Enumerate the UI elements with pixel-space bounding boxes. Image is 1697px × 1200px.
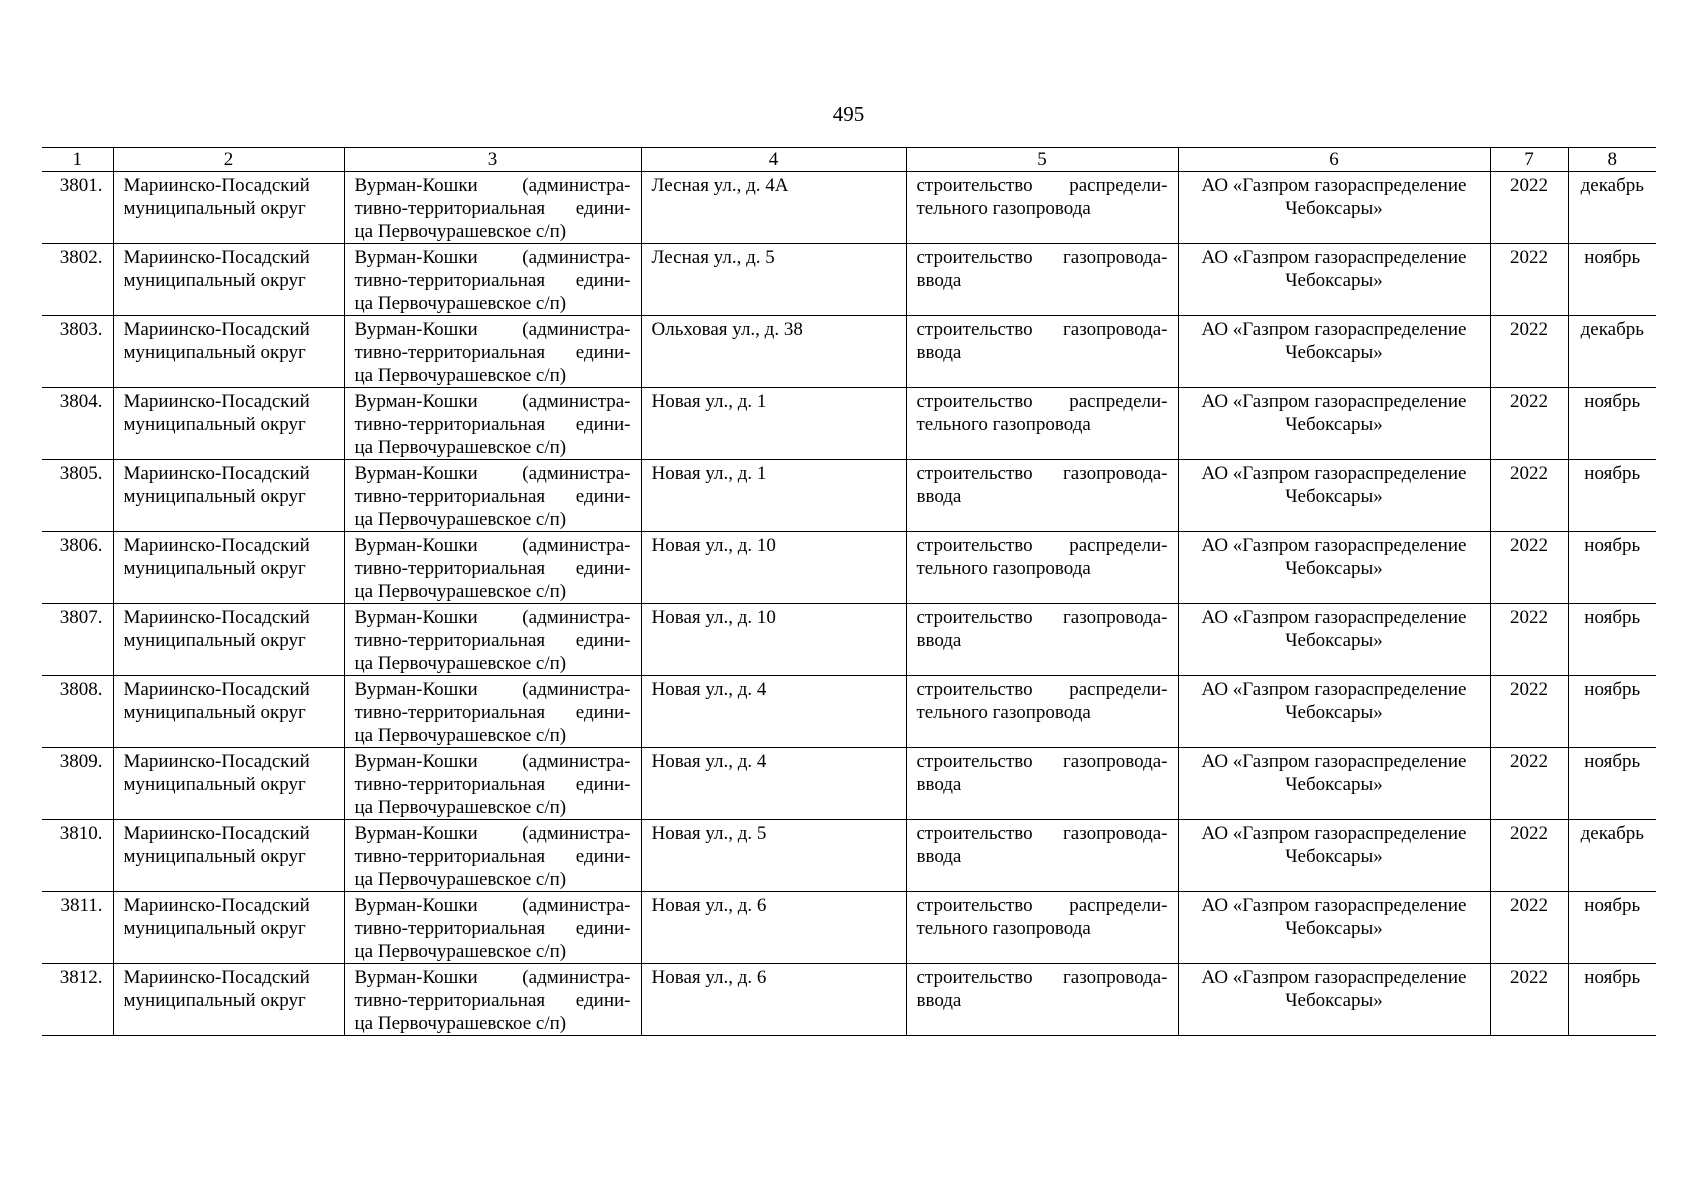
district-cell [113, 532, 344, 604]
address-cell [641, 676, 906, 748]
settlement-line: ца Первочурашевское с/п) [354, 1013, 567, 1034]
month-cell [1568, 460, 1656, 532]
settlement-line: ца Первочурашевское с/п) [354, 581, 567, 602]
address-cell [641, 532, 906, 604]
work-type-line: ввода [916, 270, 962, 291]
district-line: муниципальный округ [123, 270, 306, 291]
table-row [42, 892, 1656, 964]
organization-line: Чебоксары» [1285, 414, 1383, 435]
organization-line: АО «Газпром газораспределение [1201, 247, 1467, 268]
month-cell [1568, 388, 1656, 460]
district-line: Мариинско-Посадский [123, 679, 310, 700]
work-type-line: ввода [916, 774, 962, 795]
address: Лесная ул., д. 5 [651, 247, 775, 268]
district-line: муниципальный округ [123, 630, 306, 651]
page-number: 495 [832, 102, 865, 126]
address: Новая ул., д. 1 [651, 391, 767, 412]
organization-line: Чебоксары» [1285, 342, 1383, 363]
district-line: муниципальный округ [123, 414, 306, 435]
address: Новая ул., д. 6 [651, 967, 767, 988]
year-cell [1490, 172, 1568, 244]
address: Новая ул., д. 4 [651, 679, 767, 700]
work-type-line: строительство газопровода- [916, 607, 1168, 628]
organization-line: АО «Газпром газораспределение [1201, 823, 1467, 844]
year-cell [1490, 388, 1568, 460]
year-cell [1490, 460, 1568, 532]
table-row [42, 820, 1656, 892]
settlement-line: тивно-территориальная едини- [354, 198, 631, 219]
address: Новая ул., д. 1 [651, 463, 767, 484]
table-row [42, 244, 1656, 316]
settlement-line: тивно-территориальная едини- [354, 846, 631, 867]
row-number-cell [42, 172, 113, 244]
organization-line: Чебоксары» [1285, 486, 1383, 507]
district-line: муниципальный округ [123, 846, 306, 867]
settlement-cell [344, 172, 641, 244]
district-line: муниципальный округ [123, 342, 306, 363]
table-row [42, 460, 1656, 532]
row-number: 3810. [59, 823, 103, 844]
month: ноябрь [1584, 391, 1641, 412]
settlement-cell [344, 748, 641, 820]
settlement-line: Вурман-Кошки (администра- [354, 535, 631, 556]
organization-line: Чебоксары» [1285, 198, 1383, 219]
row-number-cell [42, 892, 113, 964]
settlement-line: Вурман-Кошки (администра- [354, 823, 631, 844]
month: декабрь [1580, 319, 1644, 340]
organization-line: АО «Газпром газораспределение [1201, 679, 1467, 700]
organization-line: АО «Газпром газораспределение [1201, 175, 1467, 196]
column-header: 3 [344, 148, 641, 172]
address-cell [641, 172, 906, 244]
address-cell [641, 460, 906, 532]
settlement-line: Вурман-Кошки (администра- [354, 967, 631, 988]
organization-cell [1178, 676, 1490, 748]
year: 2022 [1510, 679, 1548, 700]
work-type-line: строительство газопровода- [916, 751, 1168, 772]
year: 2022 [1510, 607, 1548, 628]
district-cell [113, 820, 344, 892]
settlement-line: Вурман-Кошки (администра- [354, 319, 631, 340]
settlement-cell [344, 532, 641, 604]
work-type-cell [906, 676, 1178, 748]
column-header: 4 [641, 148, 906, 172]
work-type-cell [906, 748, 1178, 820]
organization-cell [1178, 388, 1490, 460]
month: ноябрь [1584, 463, 1641, 484]
row-number: 3809. [59, 751, 103, 772]
organization-line: АО «Газпром газораспределение [1201, 463, 1467, 484]
settlement-line: Вурман-Кошки (администра- [354, 247, 631, 268]
settlement-line: Вурман-Кошки (администра- [354, 895, 631, 916]
work-type-cell [906, 964, 1178, 1036]
table-row [42, 748, 1656, 820]
work-type-line: ввода [916, 846, 962, 867]
month-cell [1568, 316, 1656, 388]
year: 2022 [1510, 535, 1548, 556]
settlement-line: тивно-территориальная едини- [354, 990, 631, 1011]
table-row [42, 604, 1656, 676]
address-cell [641, 388, 906, 460]
work-type-line: строительство распредели- [916, 895, 1168, 916]
year: 2022 [1510, 175, 1548, 196]
organization-cell [1178, 244, 1490, 316]
organization-line: Чебоксары» [1285, 990, 1383, 1011]
month-cell [1568, 604, 1656, 676]
table-row [42, 532, 1656, 604]
district-line: Мариинско-Посадский [123, 823, 310, 844]
column-header: 8 [1568, 148, 1656, 172]
month: ноябрь [1584, 247, 1641, 268]
district-line: муниципальный округ [123, 198, 306, 219]
month-cell [1568, 676, 1656, 748]
settlement-cell [344, 676, 641, 748]
work-type-cell [906, 316, 1178, 388]
settlement-line: тивно-территориальная едини- [354, 342, 631, 363]
month-cell [1568, 748, 1656, 820]
district-line: Мариинско-Посадский [123, 247, 310, 268]
settlement-cell [344, 604, 641, 676]
organization-line: АО «Газпром газораспределение [1201, 535, 1467, 556]
district-line: муниципальный округ [123, 774, 306, 795]
column-header: 5 [906, 148, 1178, 172]
district-cell [113, 892, 344, 964]
settlement-line: ца Первочурашевское с/п) [354, 221, 567, 242]
district-cell [113, 244, 344, 316]
district-line: Мариинско-Посадский [123, 391, 310, 412]
organization-line: Чебоксары» [1285, 630, 1383, 651]
district-cell [113, 748, 344, 820]
organization-cell [1178, 748, 1490, 820]
year-cell [1490, 532, 1568, 604]
year: 2022 [1510, 967, 1548, 988]
organization-cell [1178, 532, 1490, 604]
address-cell [641, 316, 906, 388]
settlement-line: тивно-территориальная едини- [354, 270, 631, 291]
row-number-cell [42, 964, 113, 1036]
district-cell [113, 460, 344, 532]
work-type-line: тельного газопровода [916, 198, 1091, 219]
row-number: 3811. [60, 895, 103, 916]
district-line: муниципальный округ [123, 702, 306, 723]
address: Новая ул., д. 4 [651, 751, 767, 772]
year-cell [1490, 316, 1568, 388]
settlement-line: ца Первочурашевское с/п) [354, 293, 567, 314]
settlement-line: ца Первочурашевское с/п) [354, 725, 567, 746]
work-type-cell [906, 244, 1178, 316]
organization-cell [1178, 460, 1490, 532]
organization-cell [1178, 892, 1490, 964]
organization-line: АО «Газпром газораспределение [1201, 391, 1467, 412]
month-cell [1568, 820, 1656, 892]
year-cell [1490, 676, 1568, 748]
work-type-line: ввода [916, 630, 962, 651]
settlement-cell [344, 460, 641, 532]
year: 2022 [1510, 391, 1548, 412]
district-cell [113, 676, 344, 748]
district-line: муниципальный округ [123, 558, 306, 579]
year: 2022 [1510, 823, 1548, 844]
table-row [42, 964, 1656, 1036]
year: 2022 [1510, 895, 1548, 916]
work-type-cell [906, 820, 1178, 892]
organization-line: АО «Газпром газораспределение [1201, 319, 1467, 340]
year: 2022 [1510, 463, 1548, 484]
year: 2022 [1510, 247, 1548, 268]
settlement-cell [344, 964, 641, 1036]
settlement-line: тивно-территориальная едини- [354, 486, 631, 507]
settlement-line: Вурман-Кошки (администра- [354, 751, 631, 772]
work-type-cell [906, 388, 1178, 460]
settlement-line: тивно-территориальная едини- [354, 918, 631, 939]
district-cell [113, 172, 344, 244]
settlement-line: Вурман-Кошки (администра- [354, 679, 631, 700]
settlement-line: ца Первочурашевское с/п) [354, 437, 567, 458]
month-cell [1568, 172, 1656, 244]
work-type-line: тельного газопровода [916, 918, 1091, 939]
column-header: 6 [1178, 148, 1490, 172]
work-type-line: ввода [916, 486, 962, 507]
month: ноябрь [1584, 535, 1641, 556]
organization-line: Чебоксары» [1285, 774, 1383, 795]
row-number: 3802. [59, 247, 103, 268]
organization-cell [1178, 820, 1490, 892]
settlement-cell [344, 316, 641, 388]
work-type-cell [906, 172, 1178, 244]
year-cell [1490, 964, 1568, 1036]
table-row [42, 172, 1656, 244]
work-type-line: ввода [916, 990, 962, 1011]
organization-line: Чебоксары» [1285, 558, 1383, 579]
settlement-line: ца Первочурашевское с/п) [354, 941, 567, 962]
month: ноябрь [1584, 607, 1641, 628]
row-number: 3801. [59, 175, 103, 196]
address-cell [641, 604, 906, 676]
organization-line: АО «Газпром газораспределение [1201, 967, 1467, 988]
address-cell [641, 244, 906, 316]
row-number-cell [42, 460, 113, 532]
work-type-line: тельного газопровода [916, 558, 1091, 579]
year-cell [1490, 892, 1568, 964]
gasification-schedule-table [42, 147, 1656, 1036]
month: ноябрь [1584, 967, 1641, 988]
address-cell [641, 892, 906, 964]
work-type-cell [906, 604, 1178, 676]
organization-line: АО «Газпром газораспределение [1201, 751, 1467, 772]
column-header: 7 [1490, 148, 1568, 172]
row-number-cell [42, 532, 113, 604]
row-number: 3812. [59, 967, 103, 988]
settlement-line: Вурман-Кошки (администра- [354, 607, 631, 628]
address: Новая ул., д. 10 [651, 535, 776, 556]
work-type-line: строительство газопровода- [916, 247, 1168, 268]
settlement-line: ца Первочурашевское с/п) [354, 797, 567, 818]
month-cell [1568, 532, 1656, 604]
month: ноябрь [1584, 679, 1641, 700]
month: ноябрь [1584, 751, 1641, 772]
work-type-line: тельного газопровода [916, 414, 1091, 435]
row-number: 3804. [59, 391, 103, 412]
row-number-cell [42, 604, 113, 676]
organization-cell [1178, 172, 1490, 244]
row-number-cell [42, 676, 113, 748]
row-number-cell [42, 388, 113, 460]
district-line: муниципальный округ [123, 990, 306, 1011]
address: Ольховая ул., д. 38 [651, 319, 803, 340]
address-cell [641, 964, 906, 1036]
table-row [42, 388, 1656, 460]
row-number: 3808. [59, 679, 103, 700]
district-cell [113, 316, 344, 388]
work-type-line: строительство газопровода- [916, 823, 1168, 844]
settlement-line: Вурман-Кошки (администра- [354, 463, 631, 484]
settlement-line: ца Первочурашевское с/п) [354, 653, 567, 674]
year-cell [1490, 748, 1568, 820]
row-number-cell [42, 748, 113, 820]
work-type-cell [906, 892, 1178, 964]
month: декабрь [1580, 823, 1644, 844]
district-line: Мариинско-Посадский [123, 967, 310, 988]
month: ноябрь [1584, 895, 1641, 916]
district-line: Мариинско-Посадский [123, 319, 310, 340]
column-number-row [42, 148, 1656, 172]
table-row [42, 676, 1656, 748]
work-type-line: строительство газопровода- [916, 967, 1168, 988]
work-type-cell [906, 532, 1178, 604]
work-type-line: строительство распредели- [916, 391, 1168, 412]
organization-line: Чебоксары» [1285, 918, 1383, 939]
organization-line: Чебоксары» [1285, 846, 1383, 867]
address: Новая ул., д. 6 [651, 895, 767, 916]
row-number: 3805. [59, 463, 103, 484]
organization-cell [1178, 316, 1490, 388]
row-number: 3806. [59, 535, 103, 556]
district-line: Мариинско-Посадский [123, 463, 310, 484]
district-line: Мариинско-Посадский [123, 535, 310, 556]
organization-cell [1178, 964, 1490, 1036]
year: 2022 [1510, 751, 1548, 772]
settlement-line: ца Первочурашевское с/п) [354, 869, 567, 890]
organization-line: Чебоксары» [1285, 270, 1383, 291]
work-type-line: ввода [916, 342, 962, 363]
column-header: 1 [42, 148, 113, 172]
settlement-line: Вурман-Кошки (администра- [354, 175, 631, 196]
district-line: Мариинско-Посадский [123, 175, 310, 196]
address-cell [641, 820, 906, 892]
year-cell [1490, 244, 1568, 316]
organization-cell [1178, 604, 1490, 676]
address: Лесная ул., д. 4А [651, 175, 789, 196]
settlement-cell [344, 820, 641, 892]
work-type-line: строительство газопровода- [916, 463, 1168, 484]
table-row [42, 316, 1656, 388]
district-line: Мариинско-Посадский [123, 751, 310, 772]
address: Новая ул., д. 10 [651, 607, 776, 628]
work-type-line: строительство распредели- [916, 175, 1168, 196]
year-cell [1490, 604, 1568, 676]
settlement-line: ца Первочурашевское с/п) [354, 509, 567, 530]
organization-line: АО «Газпром газораспределение [1201, 895, 1467, 916]
settlement-line: ца Первочурашевское с/п) [354, 365, 567, 386]
district-line: Мариинско-Посадский [123, 607, 310, 628]
district-line: муниципальный округ [123, 486, 306, 507]
settlement-line: тивно-территориальная едини- [354, 702, 631, 723]
organization-line: Чебоксары» [1285, 702, 1383, 723]
work-type-line: тельного газопровода [916, 702, 1091, 723]
month-cell [1568, 892, 1656, 964]
district-cell [113, 964, 344, 1036]
settlement-cell [344, 892, 641, 964]
settlement-line: тивно-территориальная едини- [354, 630, 631, 651]
settlement-cell [344, 388, 641, 460]
address-cell [641, 748, 906, 820]
district-line: муниципальный округ [123, 918, 306, 939]
row-number: 3803. [59, 319, 103, 340]
settlement-line: Вурман-Кошки (администра- [354, 391, 631, 412]
settlement-line: тивно-территориальная едини- [354, 558, 631, 579]
row-number-cell [42, 244, 113, 316]
work-type-line: строительство газопровода- [916, 319, 1168, 340]
address: Новая ул., д. 5 [651, 823, 767, 844]
district-cell [113, 604, 344, 676]
organization-line: АО «Газпром газораспределение [1201, 607, 1467, 628]
settlement-line: тивно-территориальная едини- [354, 414, 631, 435]
column-header: 2 [113, 148, 344, 172]
row-number-cell [42, 316, 113, 388]
work-type-cell [906, 460, 1178, 532]
settlement-cell [344, 244, 641, 316]
month-cell [1568, 964, 1656, 1036]
month-cell [1568, 244, 1656, 316]
district-cell [113, 388, 344, 460]
year-cell [1490, 820, 1568, 892]
row-number: 3807. [59, 607, 103, 628]
row-number-cell [42, 820, 113, 892]
year: 2022 [1510, 319, 1548, 340]
district-line: Мариинско-Посадский [123, 895, 310, 916]
work-type-line: строительство распредели- [916, 679, 1168, 700]
settlement-line: тивно-территориальная едини- [354, 774, 631, 795]
work-type-line: строительство распредели- [916, 535, 1168, 556]
month: декабрь [1580, 175, 1644, 196]
